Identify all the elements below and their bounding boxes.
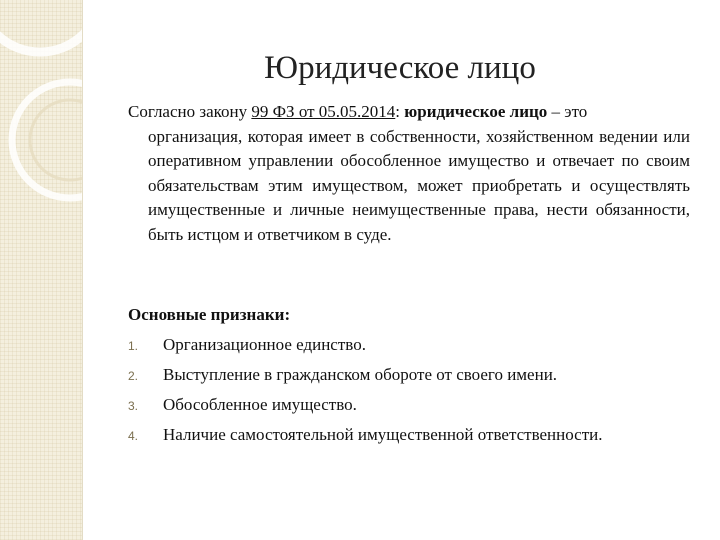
list-item-text: Наличие самостоятельной имущественной ответственности. — [163, 425, 603, 444]
decorative-sidebar — [0, 0, 83, 540]
slide-title: Юридическое лицо — [264, 50, 536, 86]
definition-dash: – это — [547, 102, 588, 121]
list-item — [128, 425, 708, 455]
list-item-number: 1. — [128, 339, 139, 353]
list-item — [128, 335, 708, 365]
definition-paragraph — [128, 100, 690, 247]
features-heading: Основные признаки: — [128, 305, 291, 324]
list-item — [128, 395, 708, 425]
definition-body: организация, которая имеет в собственности, хозяйственном ведении или оперативном управлении обособленное имущество и отвечает по своим обязательствам этим имуществом, может приобретать и осуществлять имущественные и личные неимущественные права, нести обязанности, быть истцом и ответчиком в суде. — [148, 126, 690, 244]
definition-colon: : — [395, 102, 405, 121]
features-list — [128, 335, 708, 455]
list-item-text: Обособленное имущество. — [163, 395, 357, 414]
list-item-text: Организационное единство. — [163, 335, 366, 354]
circle-ornament-icon — [0, 0, 82, 540]
list-item — [128, 365, 708, 395]
definition-intro: Согласно закону — [128, 102, 252, 121]
list-item-number: 3. — [128, 399, 139, 413]
list-item-number: 4. — [128, 429, 139, 443]
law-reference: 99 ФЗ от 05.05.2014 — [251, 102, 396, 121]
list-item-text: Выступление в гражданском обороте от своего имени. — [163, 365, 558, 384]
list-item-number: 2. — [128, 369, 139, 383]
definition-term: юридическое лицо — [404, 102, 548, 121]
